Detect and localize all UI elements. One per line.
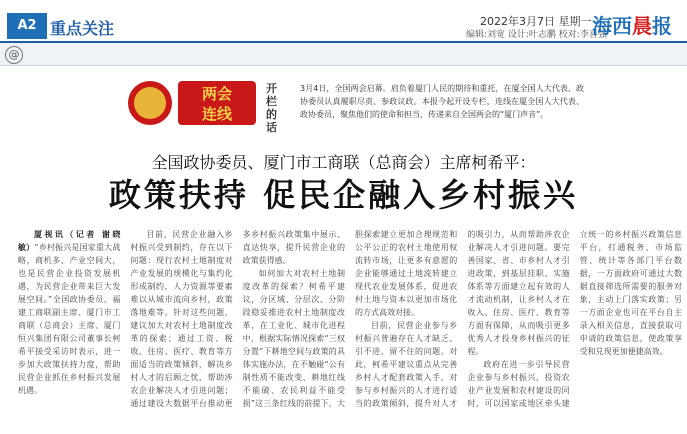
article-headline: 政策扶持 促民企融入乡村振兴 — [108, 176, 579, 214]
editors-credit: 编辑:刘宽 设计:叶志鹏 校对:李喜强 — [466, 30, 607, 40]
article-paragraph: 如何加大对农村土地制度改革的探索？柯希平建议，分区域、分层次、分阶段稳妥推进农村土地制度改革，在工业化、城市化进程中，根据实际情况探索“三权分置”下耕地空间与政策的具体实施办法，在不触碰“公有制性质不能改变、耕地红线不能破、农民利益不能受损”这三条红线的前提下，大胆探索建立更加合理规范和公平公正的农村土地使用权流转市场，让更多有意愿的企业能够通过土地流转建立现代农业发展体系，促进农村土地与资本以更加市场化的方式高效对接。 — [242, 230, 458, 408]
column-intro: 3月4日，全国两会启幕。肩负着厦门人民的期待和重托，在厦全国人大代表、政协委员认真履职尽责、参政议政。本报今起开设专栏，连线在厦全国人大代表、政协委员，聚焦他们的使命和担当，传递来自全国两会的“厦门声音”。 — [300, 84, 584, 119]
page-header — [0, 0, 687, 40]
date-line: 2022年3月7日 星期一 — [480, 15, 592, 28]
section-title: 重点关注 — [50, 19, 115, 38]
article-paragraph: 政府在进一步引导民营企业参与乡村振兴，投资农业产业发展和农村建设的同时，可以国家或地区牵头建立统一的乡村振兴政策信息平台，打通税务、市场监管、统计等各部门平台数据，一方面政府可通过大数据直接筛选所需要的服务对象，主动上门落实政策；另一方面企业也可在平台自主录入相关信息，直接获取可申请的政策信息，使政策享受和兑现更加便捷高效。 — [467, 230, 682, 408]
lianghui-emblem — [120, 75, 260, 131]
article-paragraph: 厦视讯（记者 谢晓敏）“乡村振兴是国家重大战略，商机多、产业空间大，也是民营企业投资发展机遇，为民营企业带来巨大发展空间。”全国政协委员、福建工商联副主席、厦门市工商联（总商会）主席、厦门恒兴集团有限公司董事长柯希平接受采访时表示，进一步加大政策扶持力度，帮助民营企业抓住乡村振兴发展机遇。 — [18, 230, 121, 395]
byline: 厦视讯（记者 谢晓敏） — [18, 230, 121, 252]
newspaper-logo: 海西晨报 — [592, 14, 672, 38]
article-subhead: 全国政协委员、厦门市工商联（总商会）主席柯希平： — [151, 153, 536, 172]
article-paragraph: 目前，民营企业参与乡村振兴普遍存在人才缺乏、引不进、留不住的问题。对此，柯希平建议重点从完善乡村人才配套政策入手，对参与乡村振兴的人才进行适当的政策倾斜，提升对人才的吸引力，从而帮助涉农企业解决人才引进问题。要完善国家、省、市乡村人才引进政策，到基层挂职、实施体系等方面建立起有效的人才流动机制，让乡村人才在收入、住房、医疗、教育等方面有保障，从而吸引更多优秀人才投身乡村振兴的征程。 — [354, 230, 570, 408]
emblem-inner-icon — [134, 87, 166, 119]
column-label: 开栏的话 — [266, 82, 277, 134]
page-number-tag: A2 — [7, 13, 47, 39]
emblem-text-1: 两会 — [201, 85, 233, 103]
emblem-text-2: 连线 — [201, 105, 233, 123]
article-paragraph: 目前，民营企业融入乡村振兴受到制约，存在以下问题：现行农村土地制度对产业发展的规模化与集约化形成制约，人力资源等要素难以从城市流向乡村，政策落地难等。针对这些问题，建议加大对农村土地制度改革的探索；通过工资、税收、住房、医疗、教育等方面适当的政策倾斜，解决乡村人才的后顾之忧，帮助涉农企业解决人才引进问题；通过建设大数据平台推动更多乡村振兴政策集中展示、直达快享，提升民营企业的政策获得感。 — [130, 230, 345, 408]
at-icon: @ — [5, 46, 23, 64]
article-body — [18, 228, 682, 432]
column-bar — [0, 43, 687, 66]
